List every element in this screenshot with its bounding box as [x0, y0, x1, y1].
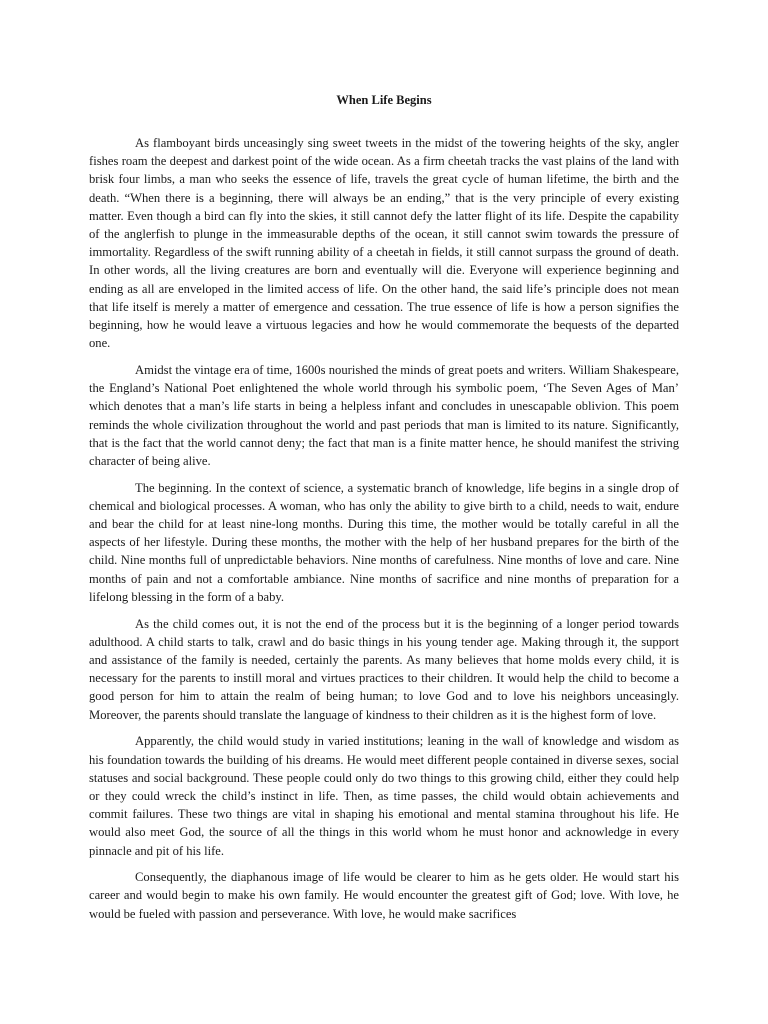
document-title: When Life Begins — [336, 93, 432, 107]
paragraph-3: The beginning. In the context of science, a systematic branch of knowledge, life begins in a single drop of chemical and biological processes. A woman, who has only the ability to give birth to a child, needs to wait, endure and bear the child for at least nine-long months. During this time, the mother would be totally careful in all the aspects of her lifestyle. During these months, the mother with the help of her husband prepares for the birth of the child. Nine months full of unpredictable behaviors. Nine months of carefulness. Nine months of love and care. Nine months of pain and not a comfortable ambiance. Nine months of sacrifice and nine months of preparation for a lifelong blessing in the form of a baby. — [89, 480, 679, 604]
document-page — [89, 92, 679, 931]
paragraph-6: Consequently, the diaphanous image of life would be clearer to him as he gets older. He would start his career and would begin to make his own family. He would encounter the greatest gift of God; love. With love, he would be fueled with passion and perseverance. With love, he would make sacrifices — [89, 870, 679, 921]
paragraph-1: As flamboyant birds unceasingly sing sweet tweets in the midst of the towering heights of the sky, angler fishes roam the deepest and darkest point of the wide ocean. As a firm cheetah tracks the vast plains of the land with brisk four limbs, a man who seeks the essence of life, travels the great cycle of human lifetime, the birth and the death. “When there is a beginning, there will always be an ending,” that is the very principle of every existing matter. Even though a bird can fly into the skies, it still cannot defy the latter flight of its life. Despite the capability of the anglerfish to plunge in the immeasurable depths of the ocean, it still cannot swim towards the pressure of immortality. Regardless of the swift running ability of a cheetah in fields, it still cannot surpass the ground of death. In other words, all the living creatures are born and eventually will die. Everyone will experience beginning and ending as all are enveloped in the limited access of life. On the other hand, the said life’s principle does not mean that life itself is merely a matter of emergence and cessation. The true essence of life is how a person signifies the beginning, how he would leave a virtuous legacies and how he would commemorate the bequests of the departed one. — [89, 136, 679, 351]
paragraph-2: Amidst the vintage era of time, 1600s nourished the minds of great poets and writers. William Shakespeare, the England’s National Poet enlightened the whole world through his symbolic poem, ‘The Seven Ages of Man’ which denotes that a man’s life starts in being a helpless infant and concludes in unescapable oblivion. This poem reminds the whole civilization throughout the world and past periods that man is limited to its nature. Significantly, that is the fact that the world cannot deny; the fact that man is a finite matter hence, he should manifest the striving character of being alive. — [89, 362, 679, 468]
paragraph-5: Apparently, the child would study in varied institutions; leaning in the wall of knowledge and wisdom as his foundation towards the building of his dreams. He would meet different people contained in diverse sexes, social statuses and social background. These people could only do two things to this growing child, either they could help or they could wreck the child’s instinct in life. Then, as time passes, the child would obtain achievements and commit failures. These two things are vital in shaping his emotional and mental stamina throughout his life. He would also meet God, the source of all the things in this world whom he must honor and acknowledge in every pinnacle and pit of his life. — [89, 734, 679, 858]
paragraph-4: As the child comes out, it is not the end of the process but it is the beginning of a longer period towards adulthood. A child starts to talk, crawl and do basic things in his young tender age. Making through it, the support and assistance of the family is needed, certainly the parents. As many believes that home molds every child, it is necessary for the parents to instill moral and virtues practices to their children. It would help the child to become a good person for him to attain the realm of being human; to love God and to love his neighbors unceasingly. Moreover, the parents should translate the language of kindness to their children as it is the highest form of love. — [89, 616, 679, 722]
